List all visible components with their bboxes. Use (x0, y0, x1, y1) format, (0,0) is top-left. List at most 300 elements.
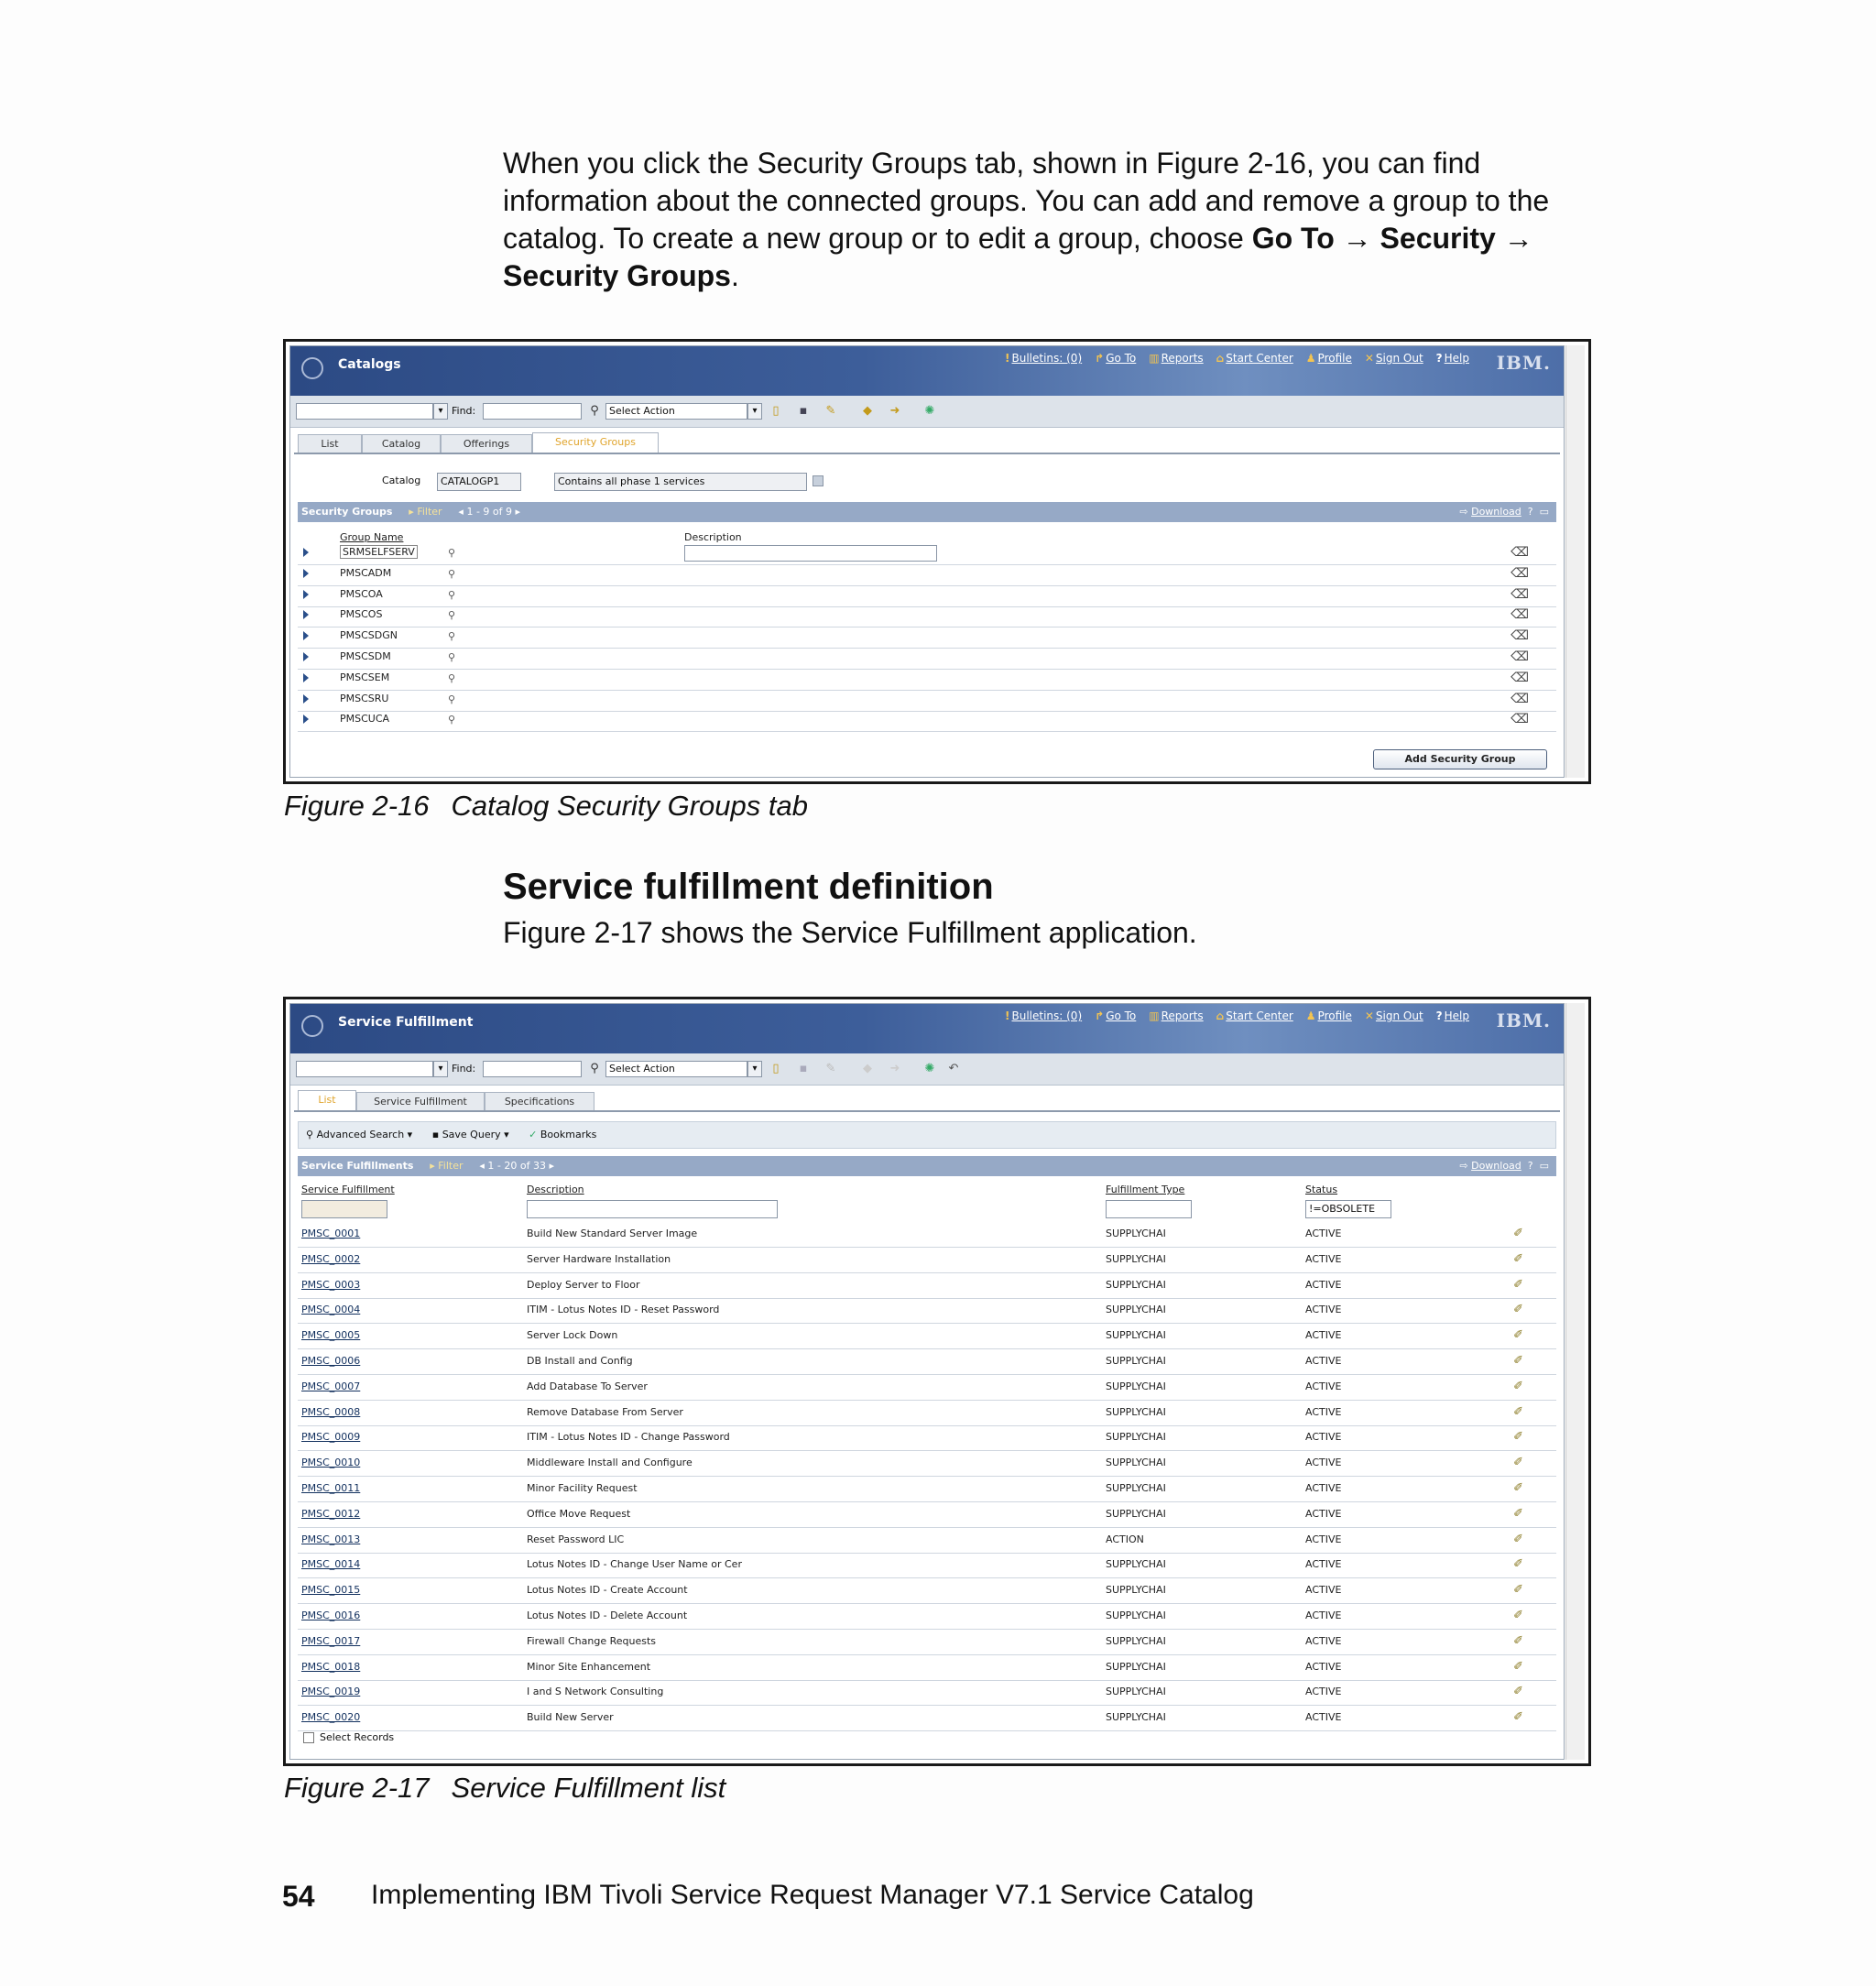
service-fulfillment-cell[interactable]: PMSC_0017 (301, 1634, 361, 1647)
bookmark-tag-icon[interactable]: ✐ (1513, 1379, 1523, 1393)
status-cell: ACTIVE (1305, 1610, 1342, 1621)
status-header[interactable]: Status (1305, 1184, 1338, 1195)
fulfillment-type-cell: SUPPLYCHAI (1106, 1507, 1166, 1520)
description-cell: Minor Facility Request (527, 1482, 638, 1494)
table-row[interactable] (298, 1680, 1556, 1706)
status-cell: ACTIVE (1305, 1457, 1342, 1469)
chevron-down-icon[interactable]: ▾ (747, 403, 762, 420)
description-cell: I and S Network Consulting (527, 1686, 664, 1698)
figure-2-17-caption (284, 1772, 725, 1805)
save-icon: ▪ (799, 1062, 808, 1075)
fulfillment-type-cell: SUPPLYCHAI (1106, 1711, 1166, 1724)
workflow-icon[interactable]: ✺ (924, 404, 935, 418)
intro-text: catalog. To create a new group or to edit a group, choose (503, 222, 1252, 255)
service-fulfillment-cell[interactable]: PMSC_0008 (301, 1405, 361, 1418)
fulfillment-type-cell: SUPPLYCHAI (1106, 1380, 1166, 1392)
description-cell: Lotus Notes ID - Delete Account (527, 1610, 688, 1621)
table-row[interactable] (298, 606, 1556, 627)
service-fulfillment-cell[interactable]: PMSC_0018 (301, 1660, 361, 1673)
select-action-dropdown[interactable]: Select Action (605, 1061, 747, 1077)
fulfillment-type-cell: SUPPLYCHAI (1106, 1355, 1166, 1367)
table-row[interactable] (298, 586, 1556, 607)
description-cell: Build New Standard Server Image (527, 1228, 698, 1239)
ibm-logo: IBM. (1496, 1009, 1551, 1031)
expand-row-icon[interactable] (303, 610, 309, 619)
description-cell: Server Lock Down (527, 1329, 618, 1342)
delete-icon[interactable]: ⌫ (1511, 670, 1529, 685)
caption-text: Service Fulfillment list (451, 1772, 726, 1804)
table-row[interactable] (298, 1222, 1556, 1248)
description-cell: ITIM - Lotus Notes ID - Change Password (527, 1431, 730, 1444)
long-description-icon[interactable] (813, 475, 823, 486)
tab-list[interactable]: List (298, 1090, 356, 1110)
ibm-logo: IBM. (1496, 352, 1551, 374)
table-row[interactable] (298, 1298, 1556, 1324)
figure-2-17-screenshot (283, 997, 1591, 1766)
table-row[interactable] (298, 1425, 1556, 1451)
previous-icon[interactable]: ◆ (863, 404, 872, 418)
fulfillment-type-cell: SUPPLYCHAI (1106, 1482, 1166, 1494)
service-fulfillment-cell[interactable]: PMSC_0004 (301, 1304, 361, 1316)
description-cell: Build New Server (527, 1711, 614, 1724)
select-records-label: Select Records (320, 1731, 395, 1743)
catalogs-window (289, 345, 1565, 778)
table-row[interactable] (298, 670, 1556, 691)
lookup-icon[interactable]: ⚲ (448, 630, 456, 643)
service-fulfillment-cell[interactable]: PMSC_0011 (301, 1482, 361, 1494)
service-fulfillment-cell[interactable]: PMSC_0002 (301, 1252, 361, 1265)
description-cell: Minor Site Enhancement (527, 1660, 651, 1673)
table-row[interactable] (298, 1706, 1556, 1731)
paging-text: ◂ 1 - 20 of 33 ▸ (479, 1160, 554, 1172)
delete-icon[interactable]: ⌫ (1511, 565, 1529, 581)
person-icon: ♟ (1305, 352, 1316, 365)
table-row[interactable] (298, 1604, 1556, 1630)
service-fulfillment-cell[interactable]: PMSC_0014 (301, 1558, 361, 1571)
app-banner (290, 346, 1564, 396)
expand-row-icon[interactable] (303, 694, 309, 704)
expand-row-icon[interactable] (303, 652, 309, 661)
sign-out-icon: ✕ (1364, 352, 1374, 365)
help-link[interactable]: ? Help (1435, 1009, 1469, 1022)
fulfillment-type-cell: ACTION (1106, 1533, 1144, 1545)
bookmark-tag-icon[interactable]: ✐ (1513, 1303, 1523, 1317)
chevron-down-icon[interactable]: ▾ (433, 1061, 448, 1077)
workflow-icon[interactable]: ✺ (924, 1062, 935, 1075)
description-cell: Lotus Notes ID - Create Account (527, 1584, 688, 1597)
book-title: Implementing IBM Tivoli Service Request Manager V7.1 Service Catalog (371, 1880, 1254, 1910)
service-fulfillment-cell[interactable]: PMSC_0005 (301, 1329, 361, 1342)
status-cell: ACTIVE (1305, 1660, 1342, 1673)
security-term: Security (1380, 222, 1496, 255)
find-label: Find: (452, 405, 476, 417)
table-row[interactable] (298, 1578, 1556, 1604)
arrow: → (1334, 222, 1380, 255)
fulfillment-type-cell: SUPPLYCHAI (1106, 1405, 1166, 1418)
lookup-icon[interactable]: ⚲ (448, 547, 456, 559)
download-link[interactable]: ⇨ Download ? ▭ (1459, 506, 1549, 518)
status-cell: ACTIVE (1305, 1507, 1342, 1520)
tab-service-fulfillment[interactable]: Service Fulfillment (356, 1092, 485, 1110)
table-row[interactable] (298, 1630, 1556, 1655)
table-row[interactable] (298, 565, 1556, 586)
scrollbar[interactable] (1565, 345, 1585, 778)
service-fulfillment-cell[interactable]: PMSC_0015 (301, 1584, 361, 1597)
lookup-icon[interactable]: ⚲ (448, 714, 456, 726)
description-cell: DB Install and Config (527, 1355, 633, 1367)
bookmark-tag-icon[interactable]: ✐ (1513, 1354, 1523, 1368)
fulfillment-type-cell: SUPPLYCHAI (1106, 1558, 1166, 1571)
goto-link[interactable]: ↱ Go To (1095, 352, 1137, 365)
tab-security-groups[interactable]: Security Groups (532, 432, 659, 453)
query-select[interactable] (296, 403, 433, 420)
lookup-icon[interactable]: ⚲ (448, 651, 456, 663)
next-icon: ➜ (889, 1062, 900, 1075)
maximo-logo-icon (301, 357, 323, 379)
figure-2-16-screenshot (283, 339, 1591, 784)
intro-line (503, 257, 1611, 295)
bookmark-tag-icon[interactable]: ✐ (1513, 1557, 1523, 1572)
status-cell: ACTIVE (1305, 1278, 1342, 1291)
lookup-icon[interactable]: ⚲ (448, 609, 456, 622)
table-row[interactable] (298, 544, 1556, 565)
reports-link[interactable]: ▥ Reports (1149, 1009, 1204, 1022)
delete-icon[interactable]: ⌫ (1511, 545, 1529, 560)
service-fulfillment-filter[interactable] (301, 1200, 387, 1218)
fulfillment-type-cell: SUPPLYCHAI (1106, 1634, 1166, 1647)
description-cell: Firewall Change Requests (527, 1634, 657, 1647)
save-icon[interactable]: ▪ (799, 404, 808, 418)
lookup-icon[interactable]: ⚲ (448, 588, 456, 601)
toolbar (290, 396, 1564, 428)
intro-line: When you click the Security Groups tab, shown in Figure 2-16, you can find (503, 147, 1481, 180)
section-paragraph: Figure 2-17 shows the Service Fulfillment application. (503, 916, 1197, 949)
bookmark-tag-icon[interactable]: ✐ (1513, 1633, 1523, 1648)
profile-link[interactable]: ♟ Profile (1305, 352, 1352, 365)
bookmark-tag-icon[interactable]: ✐ (1513, 1430, 1523, 1445)
table-row[interactable] (298, 1477, 1556, 1502)
service-fulfillment-cell[interactable]: PMSC_0020 (301, 1711, 361, 1724)
table-row[interactable] (298, 1349, 1556, 1375)
service-fulfillment-cell[interactable]: PMSC_0012 (301, 1507, 361, 1520)
bulletins-link[interactable]: ! Bulletins: (0) (1005, 1009, 1083, 1022)
next-icon[interactable]: ➜ (889, 404, 900, 418)
binoculars-icon[interactable]: ⚲ (590, 404, 599, 418)
delete-icon[interactable]: ⌫ (1511, 628, 1529, 644)
delete-icon[interactable]: ⌫ (1511, 586, 1529, 602)
group-name-cell: PMSCSDGN (340, 629, 398, 642)
service-fulfillment-window (289, 1003, 1565, 1760)
table-row[interactable] (298, 1401, 1556, 1426)
bookmark-tag-icon[interactable]: ✐ (1513, 1227, 1523, 1240)
table-row[interactable] (298, 1451, 1556, 1477)
table-row[interactable] (298, 1655, 1556, 1681)
security-groups-section-header (298, 502, 1556, 522)
section-heading: Service fulfillment definition (503, 867, 994, 907)
home-icon: ⌂ (1216, 352, 1225, 365)
start-center-link[interactable]: ⌂ Start Center (1216, 1009, 1293, 1022)
group-name-cell: PMSCOA (340, 587, 383, 600)
security-groups-term: Security Groups (503, 259, 731, 292)
chevron-down-icon[interactable]: ▾ (433, 403, 448, 420)
description-cell: Add Database To Server (527, 1380, 648, 1392)
query-bar (298, 1121, 1556, 1149)
tab-list[interactable]: List (298, 434, 362, 453)
fulfillment-type-cell: SUPPLYCHAI (1106, 1228, 1166, 1239)
query-select[interactable] (296, 1061, 433, 1077)
description-cell: Middleware Install and Configure (527, 1457, 693, 1469)
advanced-search-button[interactable]: ⚲ Advanced Search ▾ (306, 1129, 413, 1140)
description-input[interactable] (684, 545, 937, 562)
filter-link[interactable]: ▸ Filter (430, 1160, 464, 1172)
caption-number: Figure 2-17 (284, 1772, 430, 1804)
bookmark-tag-icon[interactable]: ✐ (1513, 1456, 1523, 1470)
scrollbar[interactable] (1565, 1003, 1585, 1760)
filter-link[interactable]: ▸ Filter (409, 506, 442, 518)
section-title: Service Fulfillments (301, 1160, 414, 1172)
find-label: Find: (452, 1063, 476, 1075)
service-fulfillment-cell[interactable]: PMSC_0010 (301, 1457, 361, 1469)
table-row[interactable] (298, 1375, 1556, 1401)
bulletins-link[interactable]: ! Bulletins: (0) (1005, 352, 1083, 365)
help-icon: ? (1435, 1009, 1443, 1022)
delete-icon[interactable]: ⌫ (1511, 691, 1529, 706)
expand-row-icon[interactable] (303, 715, 309, 724)
goto-link[interactable]: ↱ Go To (1095, 1009, 1137, 1022)
fulfillment-type-filter[interactable] (1106, 1200, 1192, 1218)
description-cell: Server Hardware Installation (527, 1252, 671, 1265)
app-title: Service Fulfillment (338, 1015, 474, 1030)
header-nav (1005, 352, 1469, 365)
sign-out-link[interactable]: ✕ Sign Out (1364, 1009, 1423, 1022)
table-row[interactable] (298, 711, 1556, 732)
bookmark-tag-icon[interactable]: ✐ (1513, 1609, 1523, 1622)
chevron-down-icon[interactable]: ▾ (747, 1061, 762, 1077)
description-cell: Remove Database From Server (527, 1405, 683, 1418)
app-title: Catalogs (338, 357, 401, 372)
table-row[interactable] (298, 627, 1556, 649)
table-row[interactable] (298, 1502, 1556, 1528)
group-name-cell: PMSCUCA (340, 713, 390, 726)
status-cell: ACTIVE (1305, 1380, 1342, 1392)
bookmark-tag-icon[interactable]: ✐ (1513, 1532, 1523, 1546)
service-fulfillment-cell[interactable]: PMSC_0006 (301, 1355, 361, 1367)
status-filter[interactable]: !=OBSOLETE (1305, 1200, 1391, 1218)
fulfillment-type-cell: SUPPLYCHAI (1106, 1660, 1166, 1673)
lookup-icon[interactable]: ⚲ (448, 567, 456, 580)
fulfillment-type-cell: SUPPLYCHAI (1106, 1304, 1166, 1316)
status-cell: ACTIVE (1305, 1482, 1342, 1494)
bookmark-tag-icon[interactable]: ✐ (1513, 1251, 1523, 1266)
person-icon: ♟ (1305, 1009, 1316, 1022)
table-row[interactable] (298, 1528, 1556, 1554)
expand-row-icon[interactable] (303, 569, 309, 578)
figure-2-16-caption (284, 790, 808, 823)
header-nav (1005, 1009, 1469, 1022)
status-cell: ACTIVE (1305, 1329, 1342, 1342)
bookmarks-button[interactable]: ✓ Bookmarks (529, 1129, 597, 1140)
lookup-icon[interactable]: ⚲ (448, 671, 456, 684)
description-cell: Office Move Request (527, 1507, 631, 1520)
find-input[interactable] (483, 403, 582, 420)
download-link[interactable]: ⇨ Download ? ▭ (1459, 1160, 1549, 1172)
status-cell: ACTIVE (1305, 1533, 1342, 1545)
bulletin-icon: ! (1005, 1009, 1010, 1022)
goto-icon: ↱ (1095, 1009, 1105, 1022)
tab-strip (294, 432, 1560, 454)
fulfillment-type-cell: SUPPLYCHAI (1106, 1278, 1166, 1291)
goto-icon: ↱ (1095, 352, 1105, 365)
group-name-cell: PMSCSEM (340, 671, 390, 683)
fulfillment-type-cell: SUPPLYCHAI (1106, 1584, 1166, 1597)
description-cell: Reset Password LIC (527, 1533, 625, 1545)
expand-row-icon[interactable] (303, 590, 309, 599)
service-fulfillment-header[interactable]: Service Fulfillment (301, 1184, 395, 1195)
service-fulfillment-cell[interactable]: PMSC_0007 (301, 1380, 361, 1392)
bookmark-tag-icon[interactable]: ✐ (1513, 1277, 1523, 1292)
save-query-button[interactable]: ▪ Save Query ▾ (431, 1129, 509, 1140)
bookmark-tag-icon[interactable]: ✐ (1513, 1685, 1523, 1699)
status-cell: ACTIVE (1305, 1304, 1342, 1316)
status-cell: ACTIVE (1305, 1711, 1342, 1724)
clear-icon: ✎ (825, 1062, 836, 1075)
bookmark-icon: ✓ (529, 1129, 538, 1140)
reports-icon: ▥ (1149, 1009, 1160, 1022)
undo-icon[interactable]: ↶ (948, 1062, 959, 1075)
table-row[interactable] (298, 1324, 1556, 1349)
save-icon: ▪ (431, 1129, 440, 1140)
start-center-link[interactable]: ⌂ Start Center (1216, 352, 1293, 365)
arrow: → (1495, 222, 1533, 255)
delete-icon[interactable]: ⌫ (1511, 712, 1529, 727)
fulfillment-type-cell: SUPPLYCHAI (1106, 1329, 1166, 1342)
status-cell: ACTIVE (1305, 1584, 1342, 1597)
table-row[interactable] (298, 1553, 1556, 1578)
caption-text: Catalog Security Groups tab (451, 790, 808, 822)
service-fulfillments-section-header (298, 1156, 1556, 1176)
description-header[interactable]: Description (527, 1184, 584, 1195)
bookmark-tag-icon[interactable]: ✐ (1513, 1583, 1523, 1598)
toolbar (290, 1053, 1564, 1086)
group-name-cell[interactable]: SRMSELFSERV (340, 545, 418, 559)
service-fulfillment-cell[interactable]: PMSC_0001 (301, 1228, 361, 1239)
service-fulfillment-cell[interactable]: PMSC_0009 (301, 1431, 361, 1444)
checkbox[interactable] (303, 1732, 314, 1743)
group-name-cell: PMSCSRU (340, 692, 389, 704)
catalog-field[interactable]: CATALOGP1 (437, 473, 521, 491)
status-cell: ACTIVE (1305, 1405, 1342, 1418)
select-action-dropdown[interactable]: Select Action (605, 403, 747, 420)
tab-strip (294, 1090, 1560, 1112)
home-icon: ⌂ (1216, 1009, 1225, 1022)
expand-row-icon[interactable] (303, 631, 309, 640)
bookmark-tag-icon[interactable]: ✐ (1513, 1659, 1523, 1674)
tab-specifications[interactable]: Specifications (485, 1092, 594, 1110)
binoculars-icon: ⚲ (306, 1129, 314, 1140)
binoculars-icon[interactable]: ⚲ (590, 1062, 599, 1075)
group-name-cell: PMSCSDM (340, 650, 391, 662)
delete-icon[interactable]: ⌫ (1511, 607, 1529, 623)
delete-icon[interactable]: ⌫ (1511, 649, 1529, 664)
bookmark-tag-icon[interactable]: ✐ (1513, 1481, 1523, 1495)
tab-offerings[interactable]: Offerings (441, 434, 532, 453)
new-record-icon[interactable]: ▯ (772, 404, 780, 418)
description-filter[interactable] (527, 1200, 778, 1218)
status-cell: ACTIVE (1305, 1634, 1342, 1647)
profile-link[interactable]: ♟ Profile (1305, 1009, 1352, 1022)
status-cell: ACTIVE (1305, 1228, 1342, 1239)
expand-row-icon[interactable] (303, 673, 309, 682)
fulfillment-type-cell: SUPPLYCHAI (1106, 1457, 1166, 1469)
expand-row-icon[interactable] (303, 548, 309, 557)
bookmark-tag-icon[interactable]: ✐ (1513, 1404, 1523, 1419)
reports-icon: ▥ (1149, 352, 1160, 365)
tab-catalog[interactable]: Catalog (362, 434, 441, 453)
service-fulfillment-cell[interactable]: PMSC_0016 (301, 1610, 361, 1621)
status-cell: ACTIVE (1305, 1355, 1342, 1367)
find-input[interactable] (483, 1061, 582, 1077)
service-fulfillment-cell[interactable]: PMSC_0013 (301, 1533, 361, 1545)
catalog-label: Catalog (382, 475, 421, 486)
bookmark-tag-icon[interactable]: ✐ (1513, 1328, 1523, 1343)
new-record-icon[interactable]: ▯ (772, 1062, 780, 1075)
add-security-group-button[interactable]: Add Security Group (1373, 749, 1547, 769)
catalog-description-field[interactable]: Contains all phase 1 services (554, 473, 807, 491)
fulfillment-type-cell: SUPPLYCHAI (1106, 1431, 1166, 1444)
service-fulfillment-cell[interactable]: PMSC_0003 (301, 1278, 361, 1291)
description-cell: ITIM - Lotus Notes ID - Reset Password (527, 1304, 720, 1316)
service-fulfillment-cell[interactable]: PMSC_0019 (301, 1686, 361, 1698)
group-name-cell: PMSCOS (340, 608, 383, 621)
fulfillment-type-cell: SUPPLYCHAI (1106, 1252, 1166, 1265)
reports-link[interactable]: ▥ Reports (1149, 352, 1204, 365)
group-name-cell: PMSCADM (340, 566, 392, 579)
lookup-icon[interactable]: ⚲ (448, 693, 456, 705)
maximo-logo-icon (301, 1015, 323, 1037)
sign-out-icon: ✕ (1364, 1009, 1374, 1022)
intro-line: information about the connected groups. You can add and remove a group to the (503, 184, 1550, 217)
status-cell: ACTIVE (1305, 1431, 1342, 1444)
group-name-header[interactable]: Group Name (340, 531, 404, 543)
fulfillment-type-header[interactable]: Fulfillment Type (1106, 1184, 1185, 1195)
app-banner (290, 1004, 1564, 1053)
select-records-toggle[interactable] (303, 1731, 394, 1743)
paging-text: ◂ 1 - 9 of 9 ▸ (458, 506, 521, 518)
clear-icon[interactable]: ✎ (825, 404, 836, 418)
bookmark-tag-icon[interactable]: ✐ (1513, 1506, 1523, 1521)
section-title: Security Groups (301, 506, 393, 518)
help-link[interactable]: ? Help (1435, 352, 1469, 365)
period: . (730, 259, 739, 292)
page-number: 54 (282, 1880, 315, 1913)
previous-icon: ◆ (863, 1062, 872, 1075)
description-cell: Deploy Server to Floor (527, 1278, 640, 1291)
sign-out-link[interactable]: ✕ Sign Out (1364, 352, 1423, 365)
fulfillment-type-cell: SUPPLYCHAI (1106, 1686, 1166, 1698)
table-row[interactable] (298, 691, 1556, 712)
table-row[interactable] (298, 1273, 1556, 1299)
fulfillment-type-cell: SUPPLYCHAI (1106, 1610, 1166, 1621)
bulletin-icon: ! (1005, 352, 1010, 365)
bookmark-tag-icon[interactable]: ✐ (1513, 1710, 1523, 1725)
table-row[interactable] (298, 1248, 1556, 1273)
intro-paragraph (503, 145, 1611, 295)
goto-term: Go To (1251, 222, 1335, 255)
status-cell: ACTIVE (1305, 1686, 1342, 1698)
status-cell: ACTIVE (1305, 1558, 1342, 1571)
table-row[interactable] (298, 649, 1556, 670)
description-header: Description (684, 531, 742, 543)
